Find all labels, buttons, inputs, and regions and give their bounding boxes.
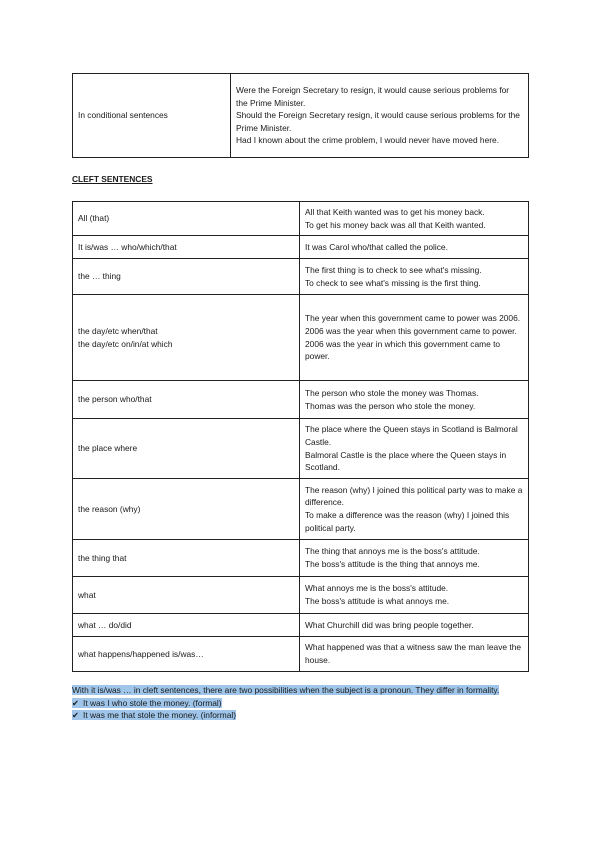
pattern-cell	[73, 259, 300, 295]
check-icon: ✔	[72, 697, 80, 708]
table-row	[73, 637, 529, 672]
example-cell	[300, 295, 529, 381]
example-line: All that Keith wanted was to get his money back.	[305, 206, 485, 217]
note-item-text: It was me that stole the money. (informal)	[83, 710, 237, 721]
pattern-label: the … thing	[78, 271, 121, 282]
table-row	[73, 479, 529, 540]
example-line: The place where the Queen stays in Scotland is Balmoral Castle.	[305, 424, 518, 447]
note-item	[72, 697, 532, 710]
example-line: 2006 was the year when this government came to power.	[305, 325, 517, 336]
example-line: The boss's attitude is the thing that annoys me.	[305, 559, 480, 569]
example-cell	[300, 540, 529, 577]
table-row	[73, 295, 529, 381]
example-line: What happened was that a witness saw the man leave the house.	[305, 642, 522, 665]
example-line: What annoys me is the boss's attitude.	[305, 583, 449, 594]
pattern-cell	[73, 577, 300, 614]
table-row	[73, 236, 529, 259]
example-line: To check to see what's missing is the first thing.	[305, 277, 481, 288]
example-cell	[300, 259, 529, 295]
example-line: The thing that annoys me is the boss's attitude.	[305, 546, 480, 557]
table-row	[73, 74, 529, 158]
pattern-cell	[73, 479, 300, 540]
formality-note	[72, 684, 532, 722]
example-line: The person who stole the money was Thomas.	[305, 387, 479, 398]
pattern-cell	[73, 419, 300, 479]
example-line: It was Carol who/that called the police.	[305, 241, 448, 252]
pattern-label: the day/etc when/that	[78, 325, 158, 336]
pattern-label: the reason (why)	[78, 503, 141, 514]
example-cell	[300, 614, 529, 637]
example-cell	[300, 381, 529, 419]
pattern-label: what … do/did	[78, 619, 132, 630]
pattern-label: the day/etc on/in/at which	[78, 338, 173, 349]
example-cell	[300, 577, 529, 614]
example-cell	[231, 74, 529, 158]
example-line: Should the Foreign Secretary resign, it would cause serious problems for the Prime Minister.	[236, 110, 520, 133]
pattern-cell	[73, 236, 300, 259]
pattern-label: the place where	[78, 443, 138, 454]
example-line: Were the Foreign Secretary to resign, it would cause serious problems for the Prime Minister.	[236, 85, 510, 108]
table-row	[73, 419, 529, 479]
note-item	[72, 709, 532, 722]
conditional-table	[72, 73, 529, 158]
pattern-label: It is/was … who/which/that	[78, 241, 177, 252]
pattern-label: what	[78, 589, 96, 600]
example-cell	[300, 479, 529, 540]
example-cell	[300, 419, 529, 479]
pattern-label: All (that)	[78, 213, 110, 224]
pattern-cell	[73, 74, 231, 158]
example-line: What Churchill did was bring people together.	[305, 619, 474, 630]
pattern-cell	[73, 295, 300, 381]
example-cell	[300, 637, 529, 672]
pattern-cell	[73, 202, 300, 236]
example-line: Thomas was the person who stole the money.	[305, 400, 476, 411]
cleft-sentences-table	[72, 201, 529, 672]
table-row	[73, 577, 529, 614]
example-line: The boss's attitude is what annoys me.	[305, 596, 450, 606]
pattern-label: what happens/happened is/was…	[78, 648, 204, 659]
section-heading: CLEFT SENTENCES	[72, 174, 153, 184]
example-cell	[300, 236, 529, 259]
example-line: The year when this government came to power was 2006.	[305, 313, 521, 324]
pattern-label: the thing that	[78, 552, 127, 563]
note-item-text: It was I who stole the money. (formal)	[83, 697, 222, 708]
example-line: 2006 was the year in which this government came to power.	[305, 338, 501, 362]
pattern-label: In conditional sentences	[78, 110, 168, 121]
example-line: To get his money back was all that Keith wanted.	[305, 219, 486, 230]
note-intro-text: With it is/was … in cleft sentences, there are two possibilities when the subject is a pronoun. They differ in formality.	[72, 685, 500, 695]
example-line: Balmoral Castle is the place where the Queen stays in Scotland.	[305, 449, 507, 473]
example-line: The reason (why) I joined this political party was to make a difference.	[305, 484, 523, 508]
pattern-cell	[73, 614, 300, 637]
table-row	[73, 202, 529, 236]
check-icon: ✔	[72, 710, 80, 721]
pattern-label: the person who/that	[78, 394, 152, 405]
pattern-cell	[73, 540, 300, 577]
pattern-cell	[73, 637, 300, 672]
table-row	[73, 259, 529, 295]
table-row	[73, 381, 529, 419]
example-line: To make a difference was the reason (why) I joined this political party.	[305, 510, 510, 533]
example-cell	[300, 202, 529, 236]
example-line: Had I known about the crime problem, I would never have moved here.	[236, 135, 500, 146]
pattern-cell	[73, 381, 300, 419]
note-intro	[72, 684, 532, 697]
example-line: The first thing is to check to see what's missing.	[305, 264, 482, 275]
table-row	[73, 540, 529, 577]
table-row	[73, 614, 529, 637]
